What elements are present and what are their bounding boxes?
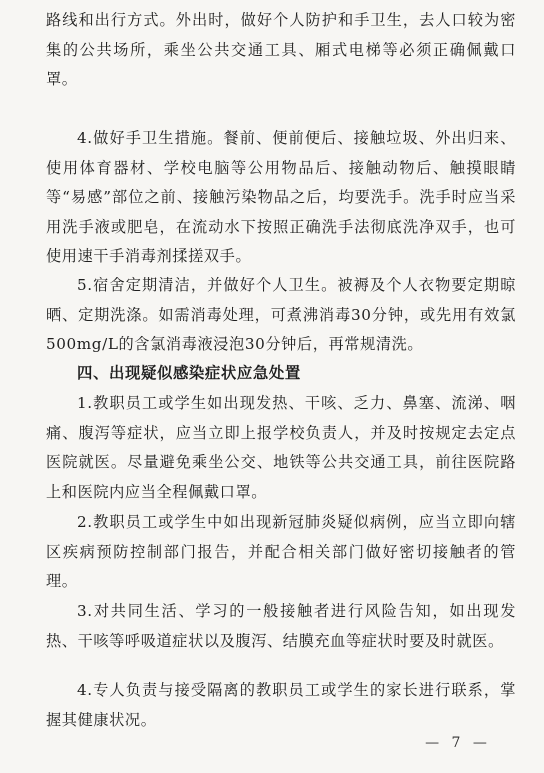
paragraph-dorm-cleaning: 5.宿舍定期清洁，并做好个人卫生。被褥及个人衣物要定期晾晒、定期洗涤。如需消毒处理，可煮沸消毒30分钟，或先用有效氯500mg/L的含氯消毒液浸泡30分钟后，再常规清洗。 [46, 276, 516, 353]
paragraph-symptom-report: 1.教职员工或学生如出现发热、干咳、乏力、鼻塞、流涕、咽痛、腹泻等症状，应当立即上报学校负责人，并及时按规定去定点医院就医。尽量避免乘坐公交、地铁等公共交通工具，前往医院路上和医院内应当全程佩戴口罩。 [46, 394, 516, 501]
paragraph-isolation-contact: 4.专人负责与接受隔离的教职员工或学生的家长进行联系，掌握其健康状况。 [46, 681, 516, 729]
page-number: — 7 — [425, 735, 491, 751]
paragraph-suspected-case: 2.教职员工或学生中如出现新冠肺炎疑似病例，应当立即向辖区疾病预防控制部门报告，并配合相关部门做好密切接触者的管理。 [46, 513, 516, 590]
paragraph-risk-notice: 3.对共同生活、学习的一般接触者进行风险告知，如出现发热、干咳等呼吸道症状以及腹泻、结膜充血等症状时要及时就医。 [46, 602, 516, 650]
paragraph-travel: 路线和出行方式。外出时，做好个人防护和手卫生，去人口较为密集的公共场所，乘坐公共交通工具、厢式电梯等必须正确佩戴口罩。 [46, 11, 516, 88]
paragraph-hand-hygiene: 4.做好手卫生措施。餐前、便前便后、接触垃圾、外出归来、使用体育器材、学校电脑等公用物品后、接触动物后、触摸眼睛等“易感”部位之前、接触污染物品之后，均要洗手。洗手时应当采用洗手液或肥皂，在流动水下按照正确洗手法彻底洗净双手，也可使用速干手消毒剂揉搓双手。 [46, 129, 516, 265]
section-heading: 四、出现疑似感染症状应急处置 [77, 364, 301, 382]
